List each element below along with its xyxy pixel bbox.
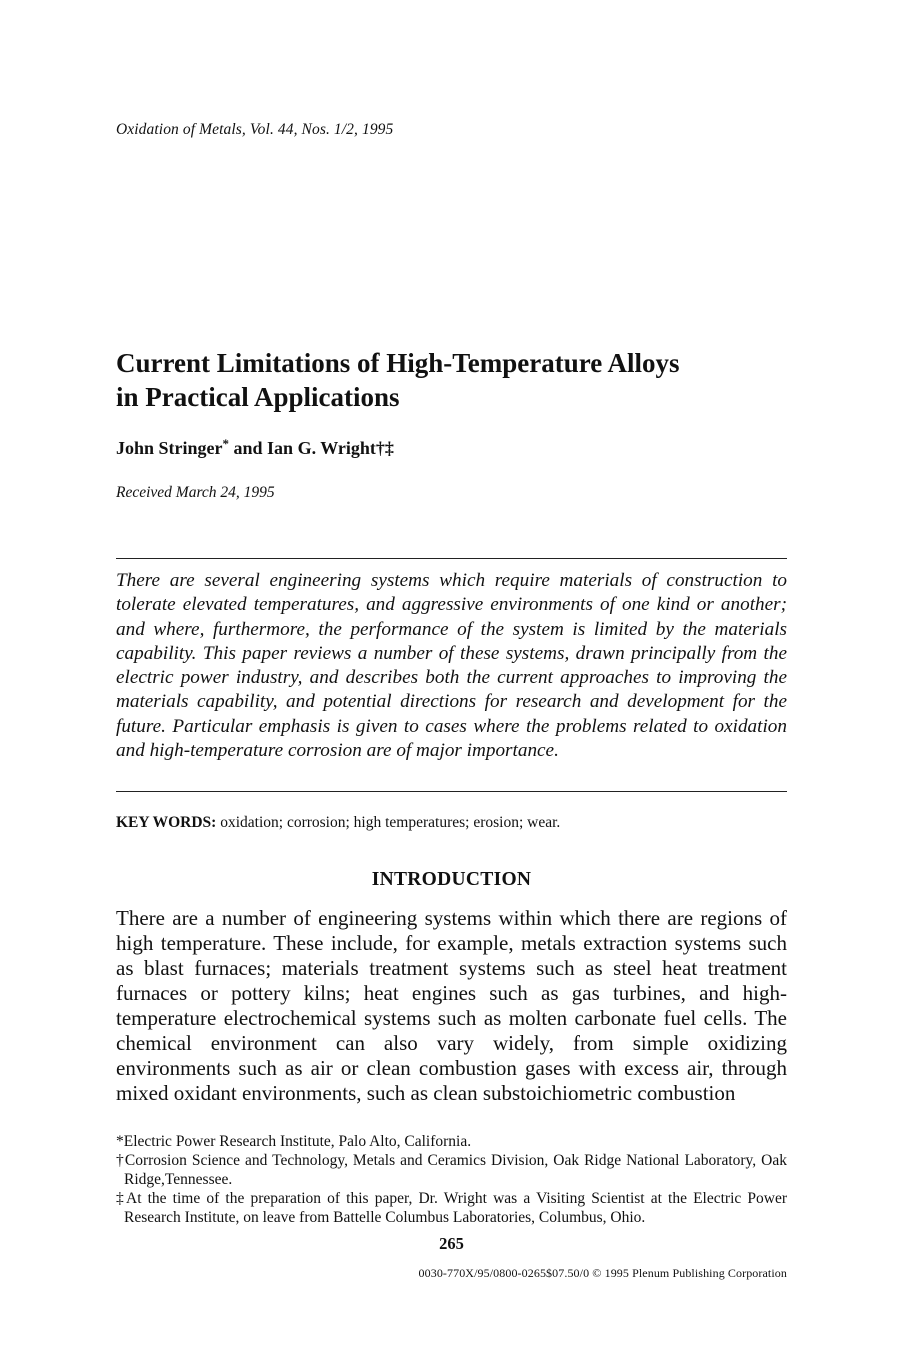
- footnotes: [116, 1132, 787, 1227]
- author-affiliation-mark: *: [222, 436, 230, 451]
- abstract: There are several engineering systems which require materials of construction to tolerate elevated temperatures, and aggressive environments of one kind or another; and where, furthermore, the performance of the system is limited by the materials capability. This paper reviews a number of these systems, drawn principally from the electric power industry, and describes both the current approaches to improving the materials capability, and potential directions for research and development for the future. Particular emphasis is given to cases where the problems related to oxidation and high-temperature corrosion are of major importance.: [116, 570, 787, 762]
- author-name: Ian G. Wright: [267, 438, 376, 458]
- article-title-line-1: Current Limitations of High-Temperature Alloys: [116, 348, 680, 378]
- journal-citation: Oxidation of Metals, Vol. 44, Nos. 1/2, 1995: [116, 121, 394, 138]
- footnote: †Corrosion Science and Technology, Metals and Ceramics Division, Oak Ridge National Laboratory, Oak Ridge,Tennessee.: [116, 1152, 787, 1188]
- abstract-top-rule: [116, 558, 787, 559]
- page-number: 265: [439, 1234, 464, 1253]
- author-connector: and: [229, 438, 268, 458]
- article-title-line-2: in Practical Applications: [116, 382, 400, 412]
- footnote: ‡At the time of the preparation of this paper, Dr. Wright was a Visiting Scientist at the Electric Power Research Institute, on leave from Battelle Columbus Laboratories, Columbus, Ohio.: [116, 1190, 787, 1226]
- author-name: John Stringer: [116, 438, 223, 458]
- keywords-label: KEY WORDS:: [116, 814, 217, 831]
- received-date: Received March 24, 1995: [116, 484, 275, 501]
- body-paragraph: There are a number of engineering systems within which there are regions of high temperature. These include, for example, metals extraction systems such as blast furnaces; materials treatment systems such as steel heat treatment furnaces or pottery kilns; heat engines such as gas turbines, and high-temperature electrochemical systems such as molten carbonate fuel cells. The chemical environment can also vary widely, from simple oxidizing environments such as air or clean combustion gases with excess air, through mixed oxidant environments, such as clean substoichiometric combustion: [116, 906, 787, 1105]
- author-list: [116, 438, 394, 459]
- copyright-imprint: 0030-770X/95/0800-0265$07.50/0 © 1995 Plenum Publishing Corporation: [418, 1266, 787, 1280]
- keywords-text: oxidation; corrosion; high temperatures; erosion; wear.: [216, 814, 561, 831]
- keywords: [116, 814, 787, 832]
- section-heading: INTRODUCTION: [371, 869, 532, 890]
- article-title: [116, 346, 796, 414]
- abstract-bottom-rule: [116, 791, 787, 792]
- author-affiliation-mark: †‡: [375, 438, 394, 458]
- footnote: *Electric Power Research Institute, Palo Alto, California.: [116, 1133, 472, 1150]
